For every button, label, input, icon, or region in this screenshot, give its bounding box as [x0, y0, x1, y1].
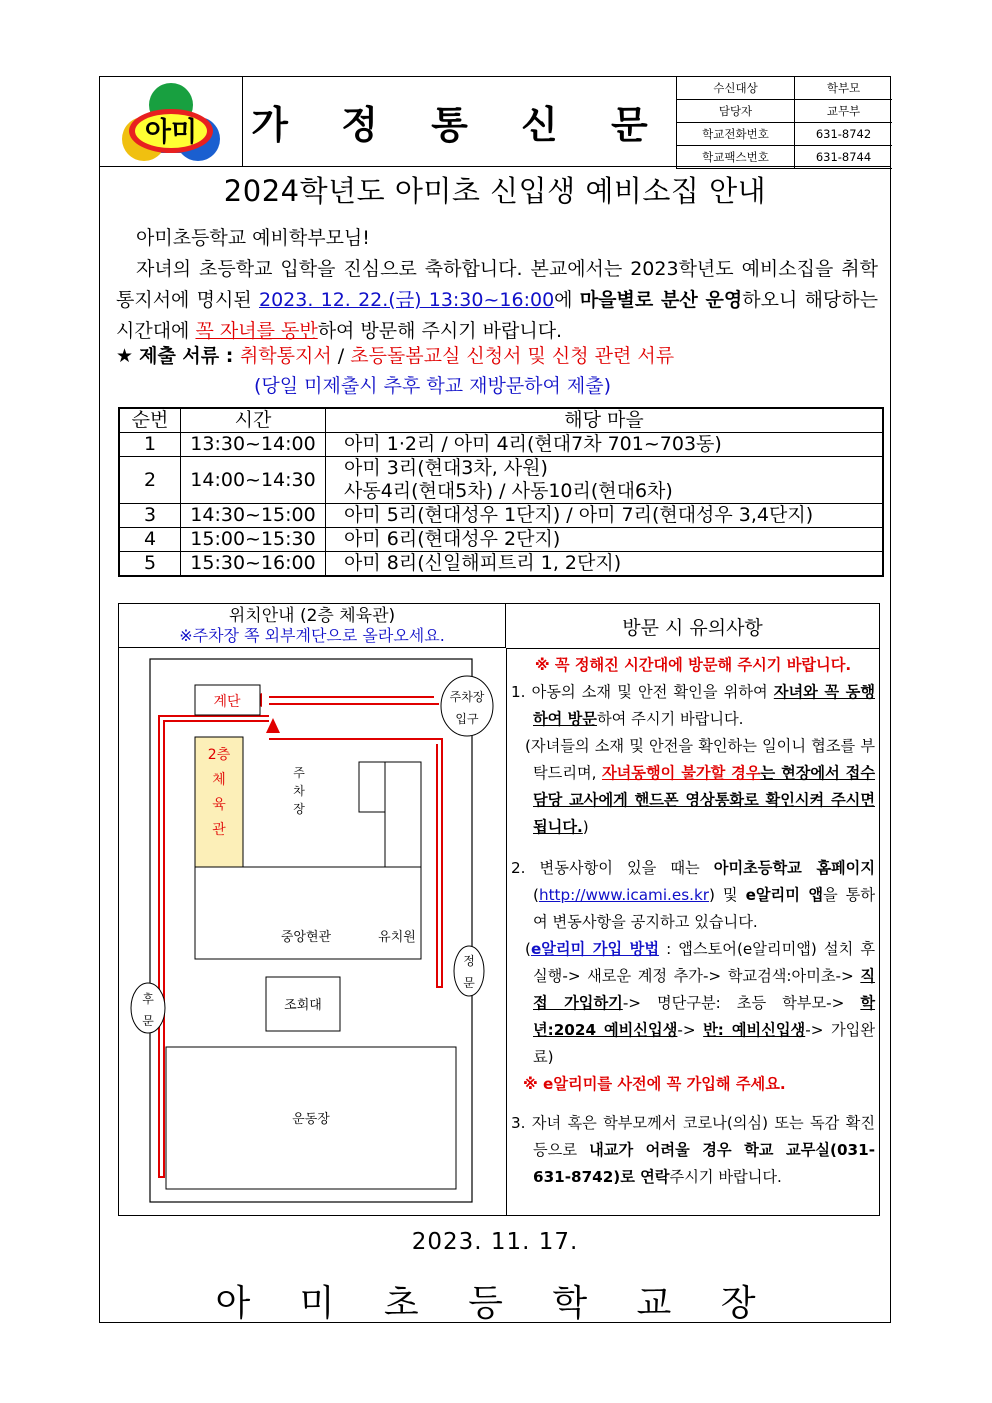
documents-note: (당일 미제출시 추후 학교 재방문하여 제출) — [254, 375, 612, 397]
row-time: 14:00~14:30 — [181, 457, 326, 504]
info-section — [118, 603, 880, 1216]
logo-text: 아미 — [144, 117, 198, 148]
intro-text: 하오니 해당하는 시간대에 — [116, 289, 878, 342]
info-label: 수신대상 — [677, 77, 795, 100]
note-emphasis: 아미초등학교 홈페이지 — [713, 859, 876, 877]
row-number: 4 — [119, 528, 181, 552]
row-number: 3 — [119, 504, 181, 528]
main-title: 2024학년도 아미초 신입생 예비소집 안내 — [223, 174, 767, 208]
note-text: 주시기 바랍니다. — [669, 1168, 782, 1186]
schedule-header: 시간 — [181, 408, 326, 433]
document-frame — [99, 76, 891, 1323]
map-back-gate: 문 — [142, 1014, 154, 1028]
schedule-header: 순번 — [119, 408, 181, 433]
info-value: 교무부 — [795, 100, 892, 123]
note-emphasis: e알리미 앱 — [745, 886, 823, 904]
note-1 — [511, 679, 875, 733]
map-gym: 체 — [212, 772, 226, 788]
schedule-header-row — [119, 408, 883, 433]
note-emphasis: e알리미 가입 방법 — [530, 940, 660, 958]
map-main-gate: 문 — [463, 976, 475, 990]
info-label: 담당자 — [677, 100, 795, 123]
map-central-hall: 중앙현관 — [280, 930, 332, 945]
map-parking-entrance: 주차장 — [449, 690, 485, 704]
village-line: 아미 3리(현대3차, 사원) — [344, 457, 548, 479]
intro-paragraph — [116, 254, 878, 347]
row-villages: 아미 8리(신일해피트리 1, 2단지) — [326, 552, 884, 577]
notes-title: 방문 시 유의사항 — [506, 604, 879, 649]
map-main-gate: 정 — [463, 954, 475, 968]
map-back-gate: 후 — [142, 992, 154, 1006]
document-item: 초등돌봄교실 신청서 및 신청 관련 서류 — [350, 345, 675, 367]
location-header — [119, 604, 506, 648]
row-time: 15:00~15:30 — [181, 528, 326, 552]
star-icon: ★ — [116, 345, 134, 367]
note-emphasis: 내교가 어려울 경우 학교 교무실(031-631-8742)로 연락 — [533, 1141, 875, 1186]
note-text: -> 가입완료) — [533, 1021, 875, 1066]
notes-warning: ※ 꼭 정해진 시간대에 방문해 주시기 바랍니다. — [534, 656, 852, 674]
note-emphasis: 반: 예비신입생 — [703, 1021, 806, 1039]
row-villages: 아미 1·2리 / 아미 4리(현대7차 701~703동) — [326, 433, 884, 457]
school-logo-icon — [100, 77, 242, 166]
row-villages: 아미 5리(현대성우 1단지) / 아미 7리(현대성우 3,4단지) — [326, 504, 884, 528]
map-playground: 운동장 — [292, 1112, 330, 1127]
note-text: -> — [677, 1021, 704, 1039]
map-gym: 2층 — [207, 747, 231, 763]
map-parking: 장 — [293, 802, 305, 816]
note-text: : 앱스토어(e알리미앱) 설치 후 실행-> 새로운 계정 추가-> 학교검색:아미초-> — [533, 940, 875, 985]
note-text: 하여 주시기 바랍니다. — [596, 710, 744, 728]
documents-line — [116, 341, 878, 372]
note-2-detail — [511, 936, 875, 1071]
event-date: 2023. 12. 22.(금) 13:30~16:00 — [258, 289, 555, 311]
info-value: 학부모 — [795, 77, 892, 100]
table-row — [119, 504, 883, 528]
info-value: 631-8742 — [795, 123, 892, 146]
intro-accompany: 꼭 자녀를 동반 — [195, 320, 318, 342]
row-time: 13:30~14:00 — [181, 433, 326, 457]
map-stairs: 계단 — [213, 694, 241, 710]
note-text: 1. 아동의 소재 및 안전 확인을 위하여 — [511, 683, 774, 701]
intro-emphasis: 마을별로 분산 운영 — [579, 289, 743, 311]
info-table — [676, 77, 892, 169]
document-item: 취학통지서 — [239, 345, 332, 367]
note-emphasis: 는 현장에서 접수 담당 교사에게 핸드폰 영상통화로 확인시켜 주시면 됩니다. — [533, 764, 876, 836]
greeting: 아미초등학교 예비학부모님! — [136, 227, 370, 249]
schedule-header: 해당 마을 — [326, 408, 884, 433]
location-title: 위치안내 (2층 체육관) — [228, 606, 396, 626]
row-villages — [326, 457, 884, 504]
note-text: (자녀들의 소재 및 안전을 확인하는 일이니 협조를 부탁드리며, — [525, 737, 875, 782]
note-emphasis: 학년:2024 예비신입생 — [533, 994, 875, 1039]
page-title: 가 정 통 신 문 — [251, 102, 668, 147]
intro-text: 하여 방문해 주시기 바랍니다. — [317, 320, 563, 342]
row-number: 2 — [119, 457, 181, 504]
note-text: ) 및 — [709, 886, 746, 904]
map-gym: 육 — [212, 797, 226, 813]
map-parking: 주 — [293, 766, 305, 780]
documents-label: 제출 서류 : — [139, 345, 240, 367]
village-line: 사동4리(현대5차) / 사동10리(현대6차) — [344, 480, 673, 502]
map-parking-entrance: 입구 — [455, 712, 479, 726]
map-gym: 관 — [212, 822, 226, 838]
intro-text: 에 — [554, 289, 580, 311]
campus-map — [119, 649, 506, 1215]
note-text: 2. 변동사항이 있을 때는 — [511, 859, 714, 877]
intro-text: 자녀의 초등학교 입학을 진심으로 축하합니다. 본교에서는 2023학년도 예비소집을 취학통지서에 명시된 — [116, 258, 878, 311]
row-time: 14:30~15:00 — [181, 504, 326, 528]
homepage-link[interactable]: http://www.icami.es.kr — [538, 886, 710, 904]
issue-date: 2023. 11. 17. — [411, 1229, 579, 1255]
note-text: ( — [533, 886, 539, 904]
info-label: 학교팩스번호 — [677, 146, 795, 169]
map-kindergarten: 유치원 — [378, 930, 416, 945]
note-emphasis: 자녀동행이 불가할 경우 — [601, 764, 761, 782]
documents-separator: / — [331, 345, 351, 367]
table-row — [119, 552, 883, 577]
row-number: 5 — [119, 552, 181, 577]
logo-cell — [100, 77, 243, 166]
note-2 — [511, 855, 875, 936]
row-number: 1 — [119, 433, 181, 457]
info-row — [677, 123, 893, 146]
note-emphasis: 직접 가입하기 — [533, 967, 875, 1012]
table-row — [119, 433, 883, 457]
signature: 아 미 초 등 학 교 장 — [215, 1283, 775, 1324]
row-villages: 아미 6리(현대성우 2단지) — [326, 528, 884, 552]
info-row — [677, 100, 893, 123]
table-row — [119, 457, 883, 504]
note-3 — [511, 1110, 875, 1191]
table-row — [119, 528, 883, 552]
note-text: -> 명단구분: 초등 학부모-> — [622, 994, 861, 1012]
header — [100, 77, 890, 167]
map-podium: 조회대 — [284, 998, 322, 1013]
note-text: ( — [525, 940, 531, 958]
info-value: 631-8744 — [795, 146, 892, 169]
note-text: ) — [582, 818, 589, 836]
note-text: 을 통하여 변동사항을 공지하고 있습니다. — [533, 886, 875, 931]
row-time: 15:30~16:00 — [181, 552, 326, 577]
location-subtitle: ※주차장 쪽 외부계단으로 올라오세요. — [179, 626, 445, 645]
map-parking: 차 — [293, 784, 305, 798]
note-1-detail — [511, 733, 875, 841]
schedule-table — [118, 407, 884, 577]
info-row — [677, 77, 893, 100]
info-label: 학교전화번호 — [677, 123, 795, 146]
info-row — [677, 146, 893, 169]
section-divider — [506, 648, 507, 1215]
ealimi-warning: ※ e알리미를 사전에 꼭 가입해 주세요. — [523, 1075, 786, 1093]
note-emphasis: 자녀와 꼭 동행하여 방문 — [533, 683, 875, 728]
visit-notes — [511, 652, 875, 1191]
note-text: 3. 자녀 혹은 학부모께서 코로나(의심) 또는 독감 확진 등으로 — [511, 1114, 875, 1159]
